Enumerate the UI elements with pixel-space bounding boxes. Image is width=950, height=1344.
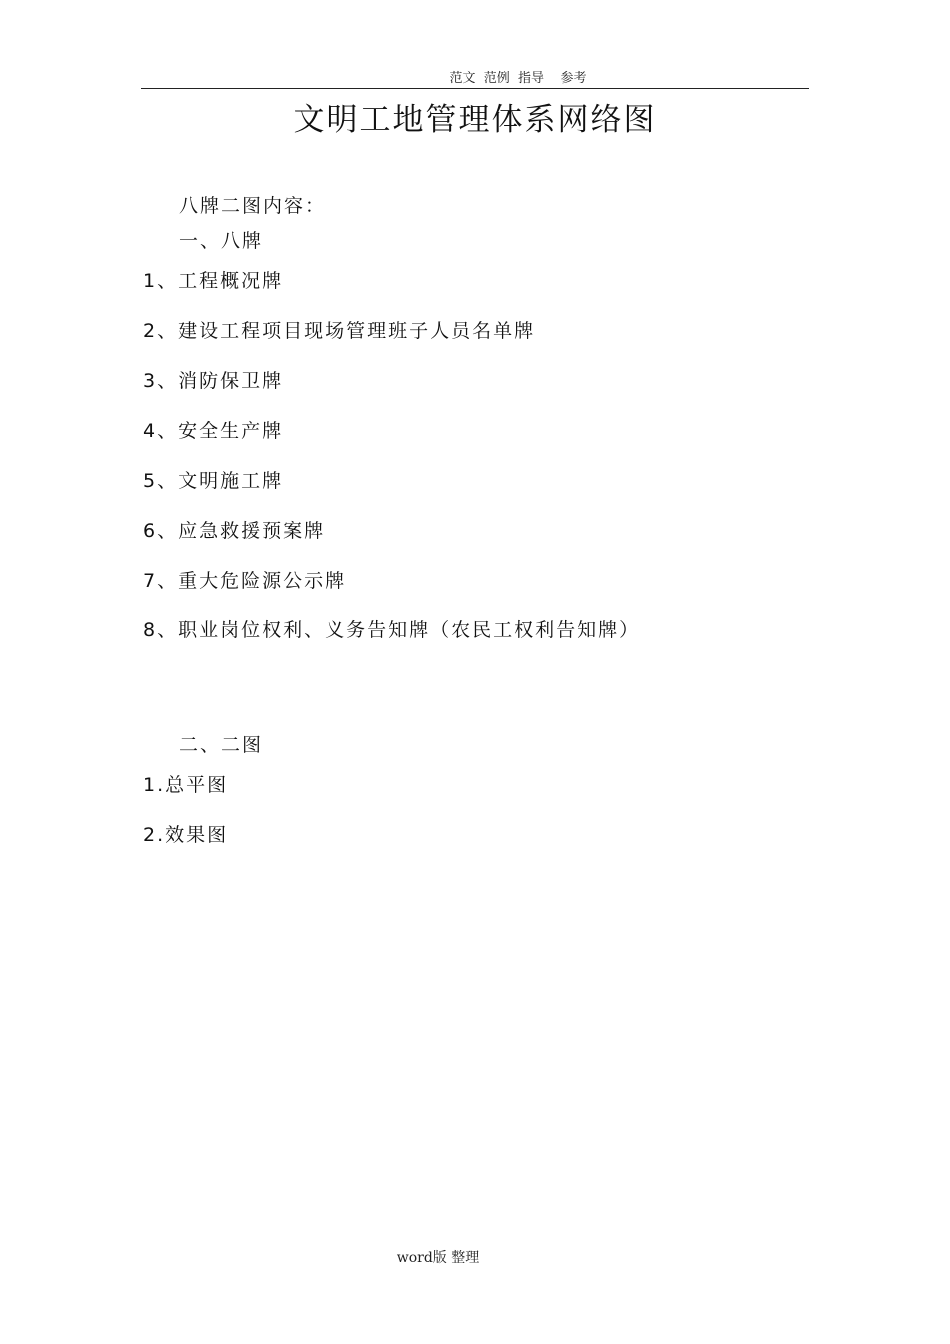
page-header: 范文 范例 指导 参考 xyxy=(449,71,587,86)
list-item: 1、工程概况牌 xyxy=(143,270,284,292)
list-item: 7、重大危险源公示牌 xyxy=(143,570,347,592)
list-item: 2.效果图 xyxy=(143,824,229,846)
list-item: 8、职业岗位权利、义务告知牌（农民工权利告知牌） xyxy=(143,619,641,641)
list-item: 1.总平图 xyxy=(143,774,229,796)
list-item: 5、文明施工牌 xyxy=(143,470,284,492)
document-title: 文明工地管理体系网络图 xyxy=(293,102,657,138)
list-item: 6、应急救援预案牌 xyxy=(143,520,326,542)
list-item: 2、建设工程项目现场管理班子人员名单牌 xyxy=(143,320,536,342)
list-item: 3、消防保卫牌 xyxy=(143,370,284,392)
page-footer: word版 整理 xyxy=(396,1250,480,1266)
section-two-heading: 二、二图 xyxy=(179,734,264,756)
section-one-heading: 一、八牌 xyxy=(179,230,264,252)
header-divider xyxy=(141,88,809,89)
list-item: 4、安全生产牌 xyxy=(143,420,284,442)
intro-text: 八牌二图内容： xyxy=(179,195,327,217)
